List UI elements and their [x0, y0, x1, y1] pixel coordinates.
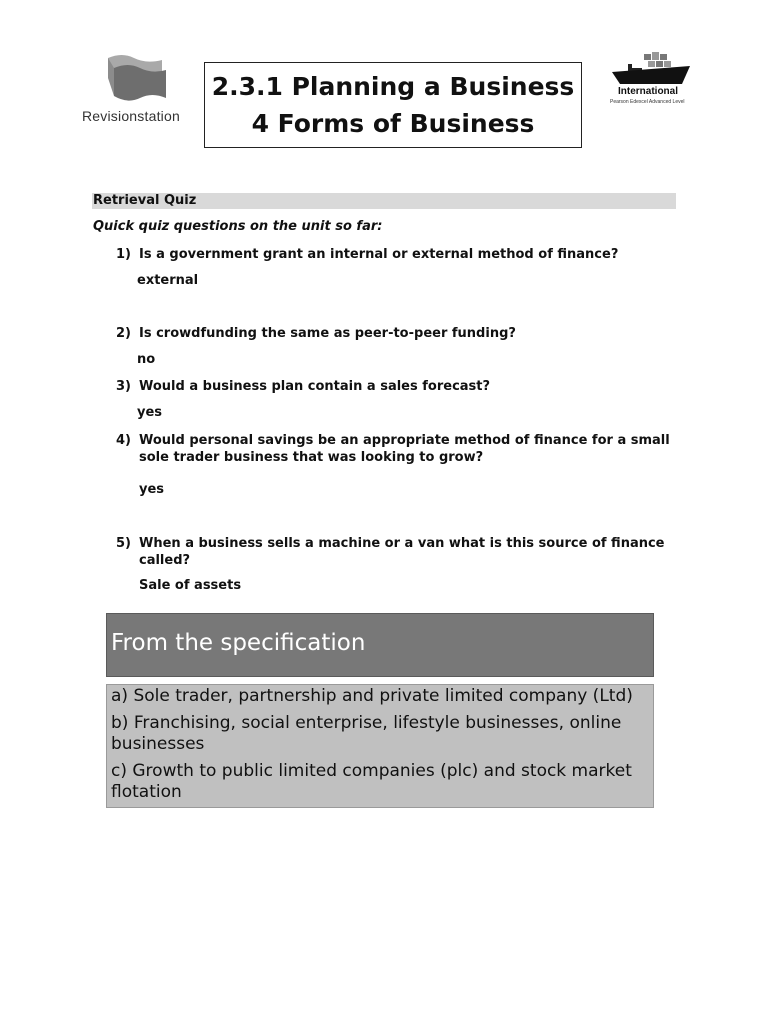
flag-icon [100, 52, 170, 104]
quiz-question-1 [116, 246, 676, 263]
cargo-ship-icon [606, 50, 696, 88]
quiz-question-2 [116, 325, 676, 342]
specification-item-c: c) Growth to public limited companies (plc) and stock market flotation [111, 761, 632, 802]
quiz-answer-2: no [137, 352, 156, 367]
revisionstation-logo [80, 52, 192, 128]
quiz-question-4 [116, 432, 676, 466]
specification-item-b: b) Franchising, social enterprise, lifestyle businesses, online businesses [111, 713, 622, 754]
page-subtitle: 4 Forms of Business [251, 109, 535, 138]
international-logo-text: International [618, 86, 679, 97]
question-number: 1) [116, 247, 131, 262]
question-number: 3) [116, 379, 131, 394]
question-text: Would personal savings be an appropriate method of finance for a small sole trader business that was looking to grow? [139, 433, 670, 465]
question-text: Would a business plan contain a sales forecast? [139, 379, 491, 394]
quiz-question-5 [116, 535, 676, 569]
page-title-box [204, 62, 582, 148]
quiz-answer-4: yes [139, 482, 165, 497]
question-text: When a business sells a machine or a van what is this source of finance called? [139, 536, 665, 568]
international-logo-subtext: Pearson Edexcel Advanced Level [610, 99, 685, 105]
specification-item-a: a) Sole trader, partnership and private limited company (Ltd) [111, 686, 633, 706]
question-text: Is a government grant an internal or external method of finance? [139, 247, 619, 262]
specification-list [106, 684, 654, 808]
quiz-question-3 [116, 378, 676, 395]
question-number: 2) [116, 326, 131, 341]
quiz-intro: Quick quiz questions on the unit so far: [93, 219, 383, 234]
quiz-answer-5: Sale of assets [139, 578, 242, 593]
specification-heading: From the specification [106, 613, 654, 677]
quiz-answer-1: external [137, 273, 199, 288]
question-number: 5) [116, 536, 131, 551]
question-text: Is crowdfunding the same as peer-to-peer funding? [139, 326, 516, 341]
page-title: 2.3.1 Planning a Business [211, 72, 575, 101]
revisionstation-logo-text: Revisionstation [82, 108, 180, 124]
question-number: 4) [116, 433, 131, 448]
retrieval-quiz-heading: Retrieval Quiz [92, 193, 676, 209]
quiz-answer-3: yes [137, 405, 163, 420]
international-logo [606, 50, 706, 108]
